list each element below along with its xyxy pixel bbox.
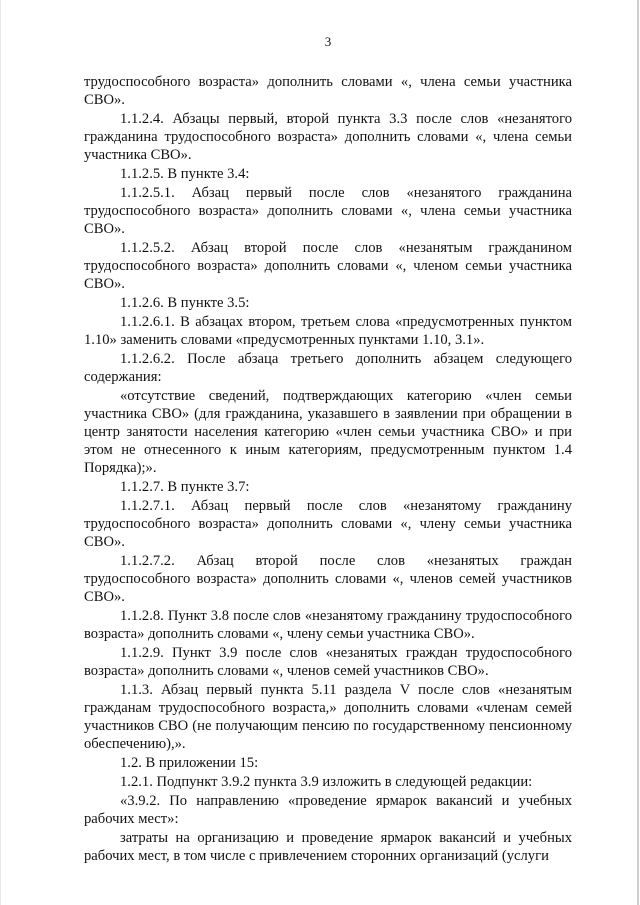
paragraph: 1.1.2.9. Пункт 3.9 после слов «незанятых граждан трудоспособного возраста» дополнить словами «, членов семей участников СВО». bbox=[84, 645, 572, 679]
paragraph: 1.1.2.8. Пункт 3.8 после слов «незанятому гражданину трудоспособного возраста» дополнить словами «, члену семьи участника СВО». bbox=[84, 608, 572, 642]
paragraph: 1.1.2.5. В пункте 3.4: bbox=[120, 166, 250, 182]
page-number: 3 bbox=[324, 34, 332, 49]
paragraph: затраты на организацию и проведение ярмарок вакансий и учебных рабочих мест, в том числе с привлечением сторонних организаций (услуги bbox=[84, 830, 572, 864]
paragraph: 1.1.2.6.1. В абзацах втором, третьем слова «предусмотренных пунктом 1.10» заменить словами «предусмотренных пунктами 1.10, 3.1». bbox=[84, 314, 572, 348]
paragraph: 1.2. В приложении 15: bbox=[120, 755, 259, 771]
paragraph: 1.1.2.6. В пункте 3.5: bbox=[120, 295, 250, 311]
paragraph: 1.1.2.7.1. Абзац первый после слов «незанятому гражданину трудоспособного возраста» дополнить словами «, члену семьи участника СВО». bbox=[84, 498, 572, 550]
paragraph: 1.1.2.4. Абзацы первый, второй пункта 3.3 после слов «незанятого гражданина трудоспособного возраста» дополнить словами «, члена семьи участника СВО». bbox=[84, 111, 572, 163]
paragraph: 1.1.2.5.2. Абзац второй после слов «незанятым гражданином трудоспособного возраста» дополнить словами «, членом семьи участника СВО». bbox=[84, 240, 572, 292]
paragraph: «отсутствие сведений, подтверждающих категорию «член семьи участника СВО» (для гражданина, указавшего в заявлении при обращении в центр занятости населения категорию «член семьи участника СВО» и при этом не отнесенного к иным категориям, предусмотренным пунктом 1.4 Порядка);». bbox=[84, 388, 572, 476]
paragraph: 1.1.3. Абзац первый пункта 5.11 раздела V после слов «незанятым гражданам трудоспособного возраста,» дополнить словами «членам семей участников СВО (не получающим пенсию по государственному пенсионному обеспечению),». bbox=[84, 682, 572, 752]
paragraph: 1.1.2.7. В пункте 3.7: bbox=[120, 479, 250, 495]
scan-edge-right bbox=[637, 0, 639, 905]
paragraph: трудоспособного возраста» дополнить словами «, члена семьи участника СВО». bbox=[84, 74, 572, 108]
paragraph: «3.9.2. По направлению «проведение ярмарок вакансий и учебных рабочих мест»: bbox=[84, 793, 572, 827]
paragraph: 1.2.1. Подпункт 3.9.2 пункта 3.9 изложить в следующей редакции: bbox=[120, 774, 533, 790]
scan-edge-left bbox=[0, 0, 1, 905]
paragraph: 1.1.2.7.2. Абзац второй после слов «незанятых граждан трудоспособного возраста» дополнить словами «, членов семей участников СВО». bbox=[84, 553, 572, 605]
document-body bbox=[84, 73, 572, 865]
paragraph: 1.1.2.6.2. После абзаца третьего дополнить абзацем следующего содержания: bbox=[84, 351, 572, 385]
paragraph: 1.1.2.5.1. Абзац первый после слов «незанятого гражданина трудоспособного возраста» дополнить словами «, члена семьи участника СВО». bbox=[84, 185, 572, 237]
